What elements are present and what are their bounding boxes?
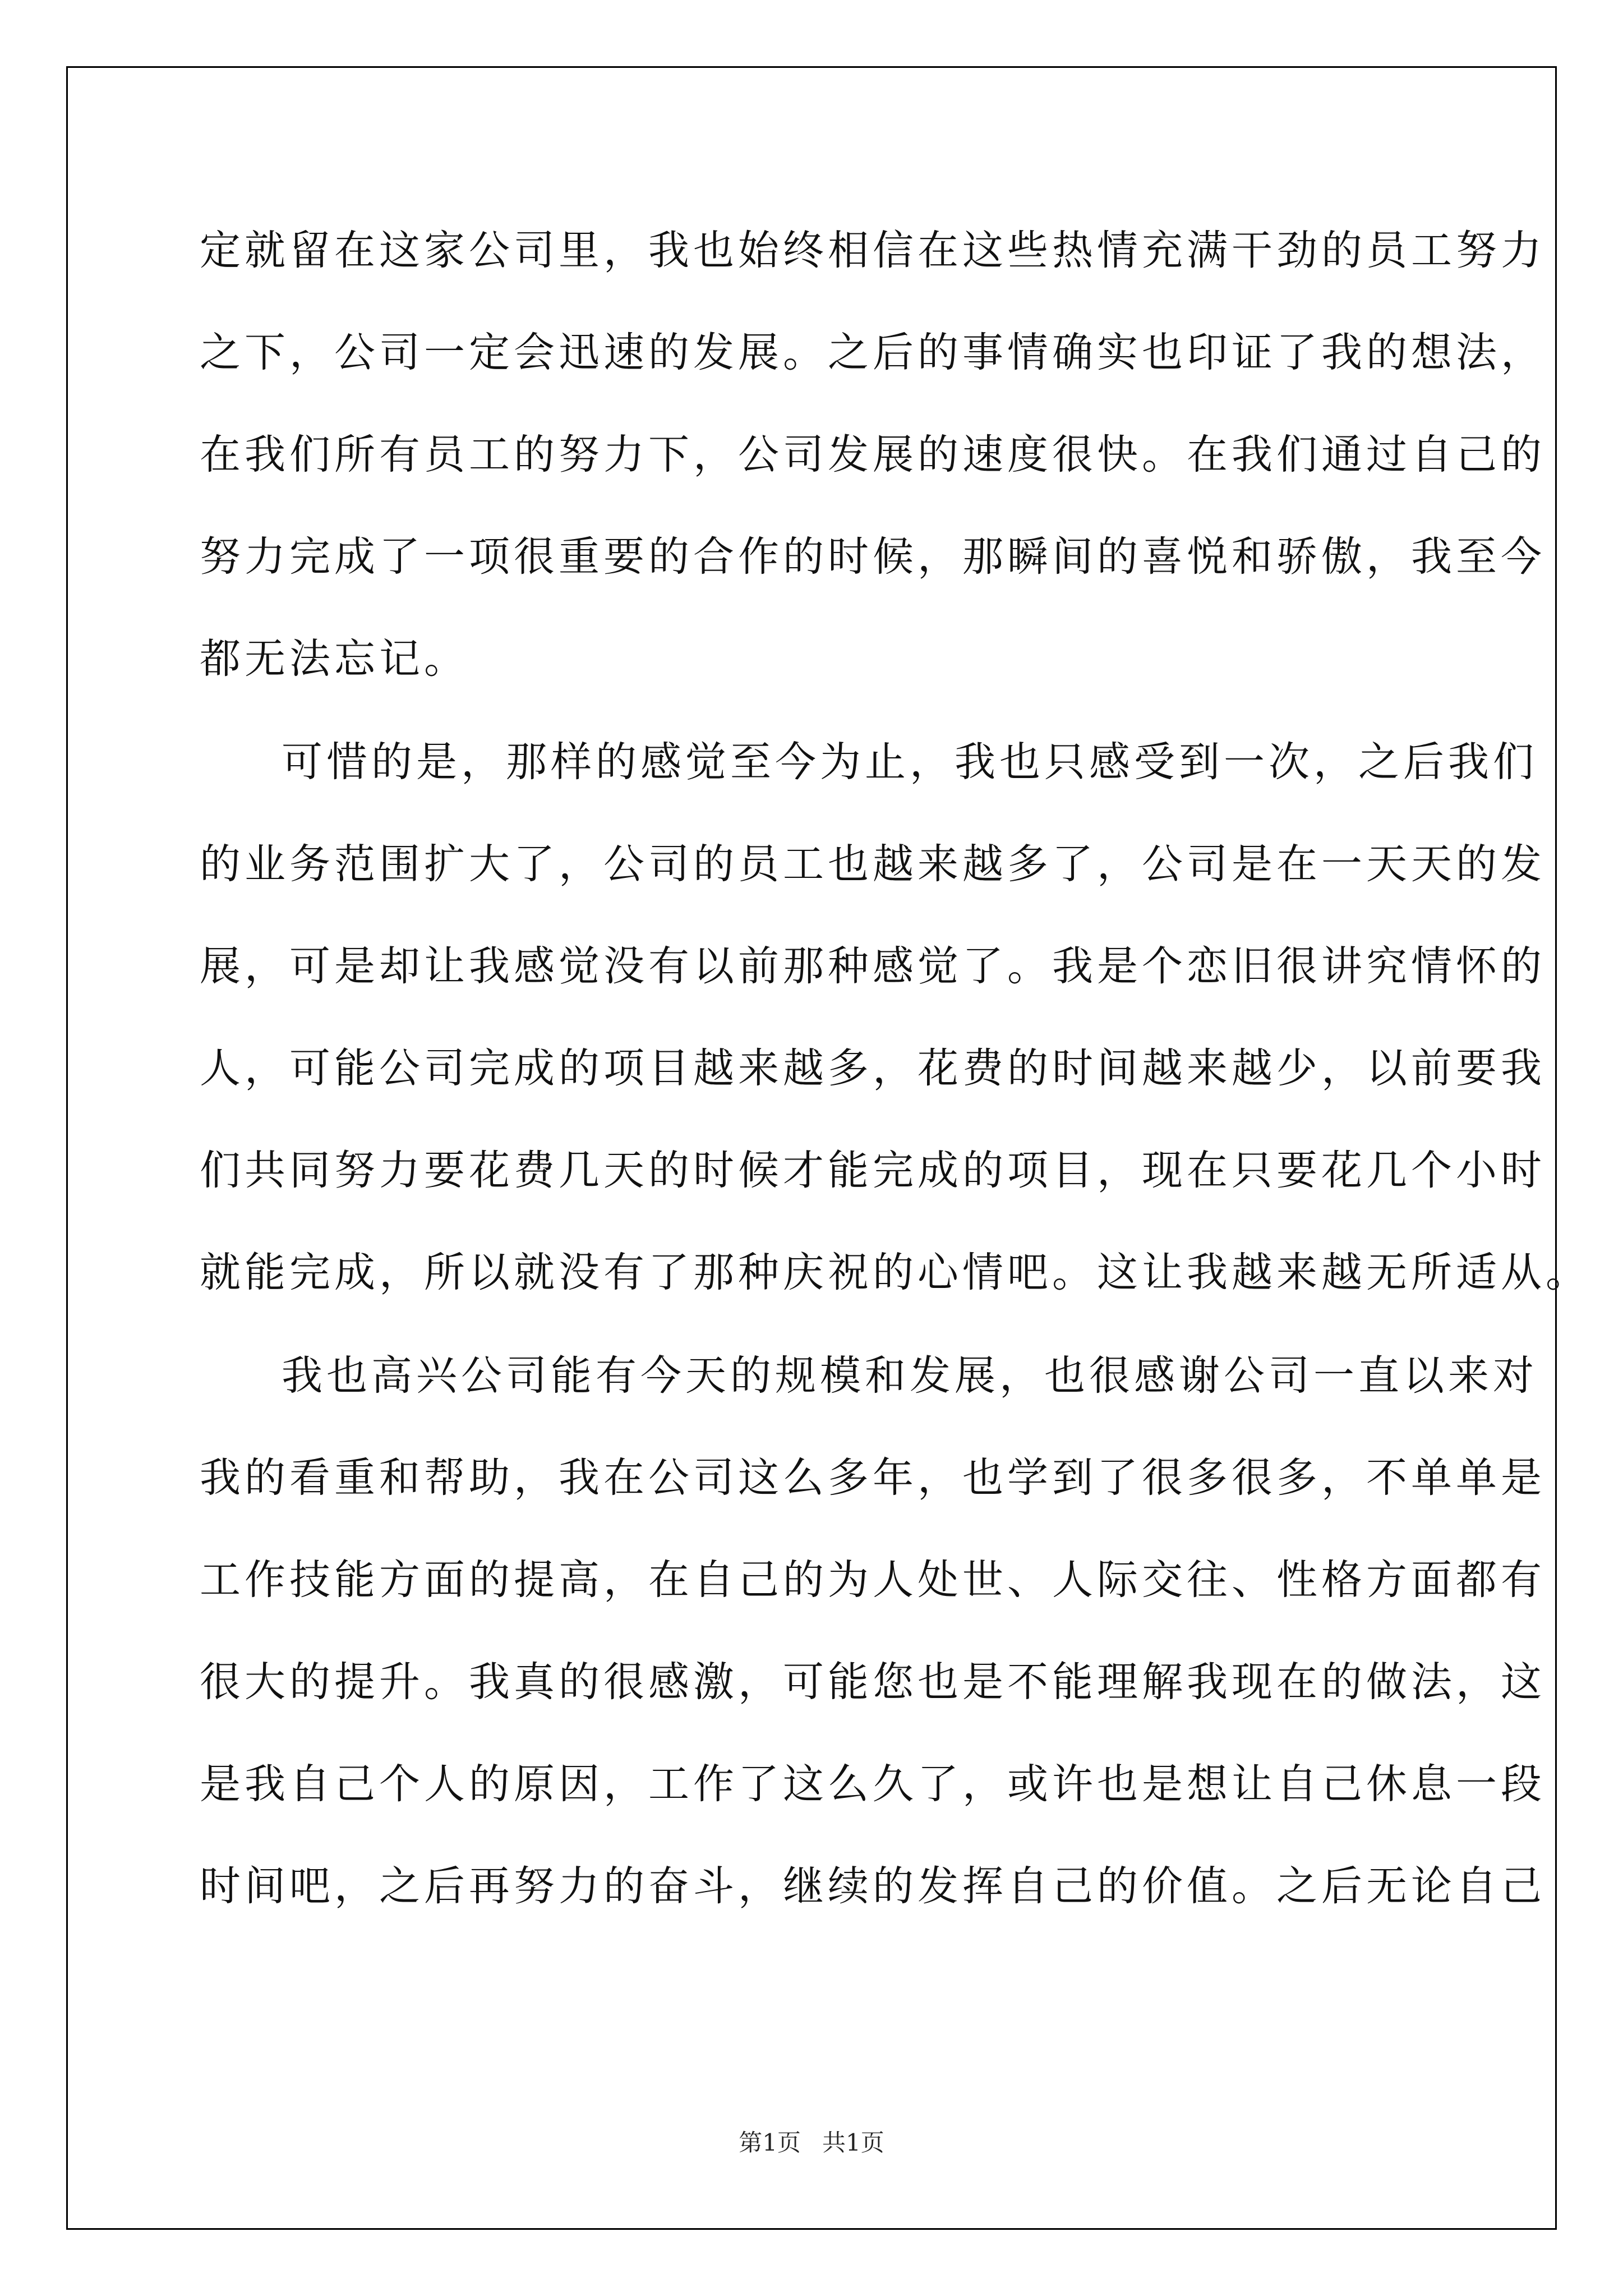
text-line: 努力完成了一项很重要的合作的时候，那瞬间的喜悦和骄傲，我至今 xyxy=(200,533,1546,581)
text-line: 时间吧，之后再努力的奋斗，继续的发挥自己的价值。之后无论自己 xyxy=(200,1862,1546,1910)
text-line: 展，可是却让我感觉没有以前那种感觉了。我是个恋旧很讲究情怀的 xyxy=(200,942,1546,990)
paragraph-start: 我也高兴公司能有今天的规模和发展，也很感谢公司一直以来对 xyxy=(282,1352,1538,1400)
page-total: 共1页 xyxy=(822,2129,884,2156)
text-line: 在我们所有员工的努力下，公司发展的速度很快。在我们通过自己的 xyxy=(200,431,1546,478)
text-line: 是我自己个人的原因，工作了这么久了，或许也是想让自己休息一段 xyxy=(200,1760,1546,1808)
page-footer xyxy=(0,2127,1623,2159)
text-line: 都无法忘记。 xyxy=(200,635,469,683)
text-line: 们共同努力要花费几天的时候才能完成的项目，现在只要花几个小时 xyxy=(200,1147,1546,1194)
text-line: 定就留在这家公司里，我也始终相信在这些热情充满干劲的员工努力 xyxy=(200,227,1546,274)
text-line: 很大的提升。我真的很感激，可能您也是不能理解我现在的做法，这 xyxy=(200,1658,1546,1706)
text-line: 工作技能方面的提高，在自己的为人处世、人际交往、性格方面都有 xyxy=(200,1556,1546,1604)
text-line: 之下，公司一定会迅速的发展。之后的事情确实也印证了我的想法， xyxy=(200,329,1546,376)
paragraph-start: 可惜的是，那样的感觉至今为止，我也只感受到一次，之后我们 xyxy=(282,738,1538,786)
document-body xyxy=(200,218,1590,1955)
text-line: 的业务范围扩大了，公司的员工也越来越多了，公司是在一天天的发 xyxy=(200,840,1546,888)
text-line: 就能完成，所以就没有了那种庆祝的心情吧。这让我越来越无所适从。 xyxy=(200,1249,1590,1296)
page-number: 第1页 xyxy=(739,2129,801,2156)
text-line: 人，可能公司完成的项目越来越多，花费的时间越来越少，以前要我 xyxy=(200,1045,1546,1092)
text-line: 我的看重和帮助，我在公司这么多年，也学到了很多很多，不单单是 xyxy=(200,1454,1546,1502)
